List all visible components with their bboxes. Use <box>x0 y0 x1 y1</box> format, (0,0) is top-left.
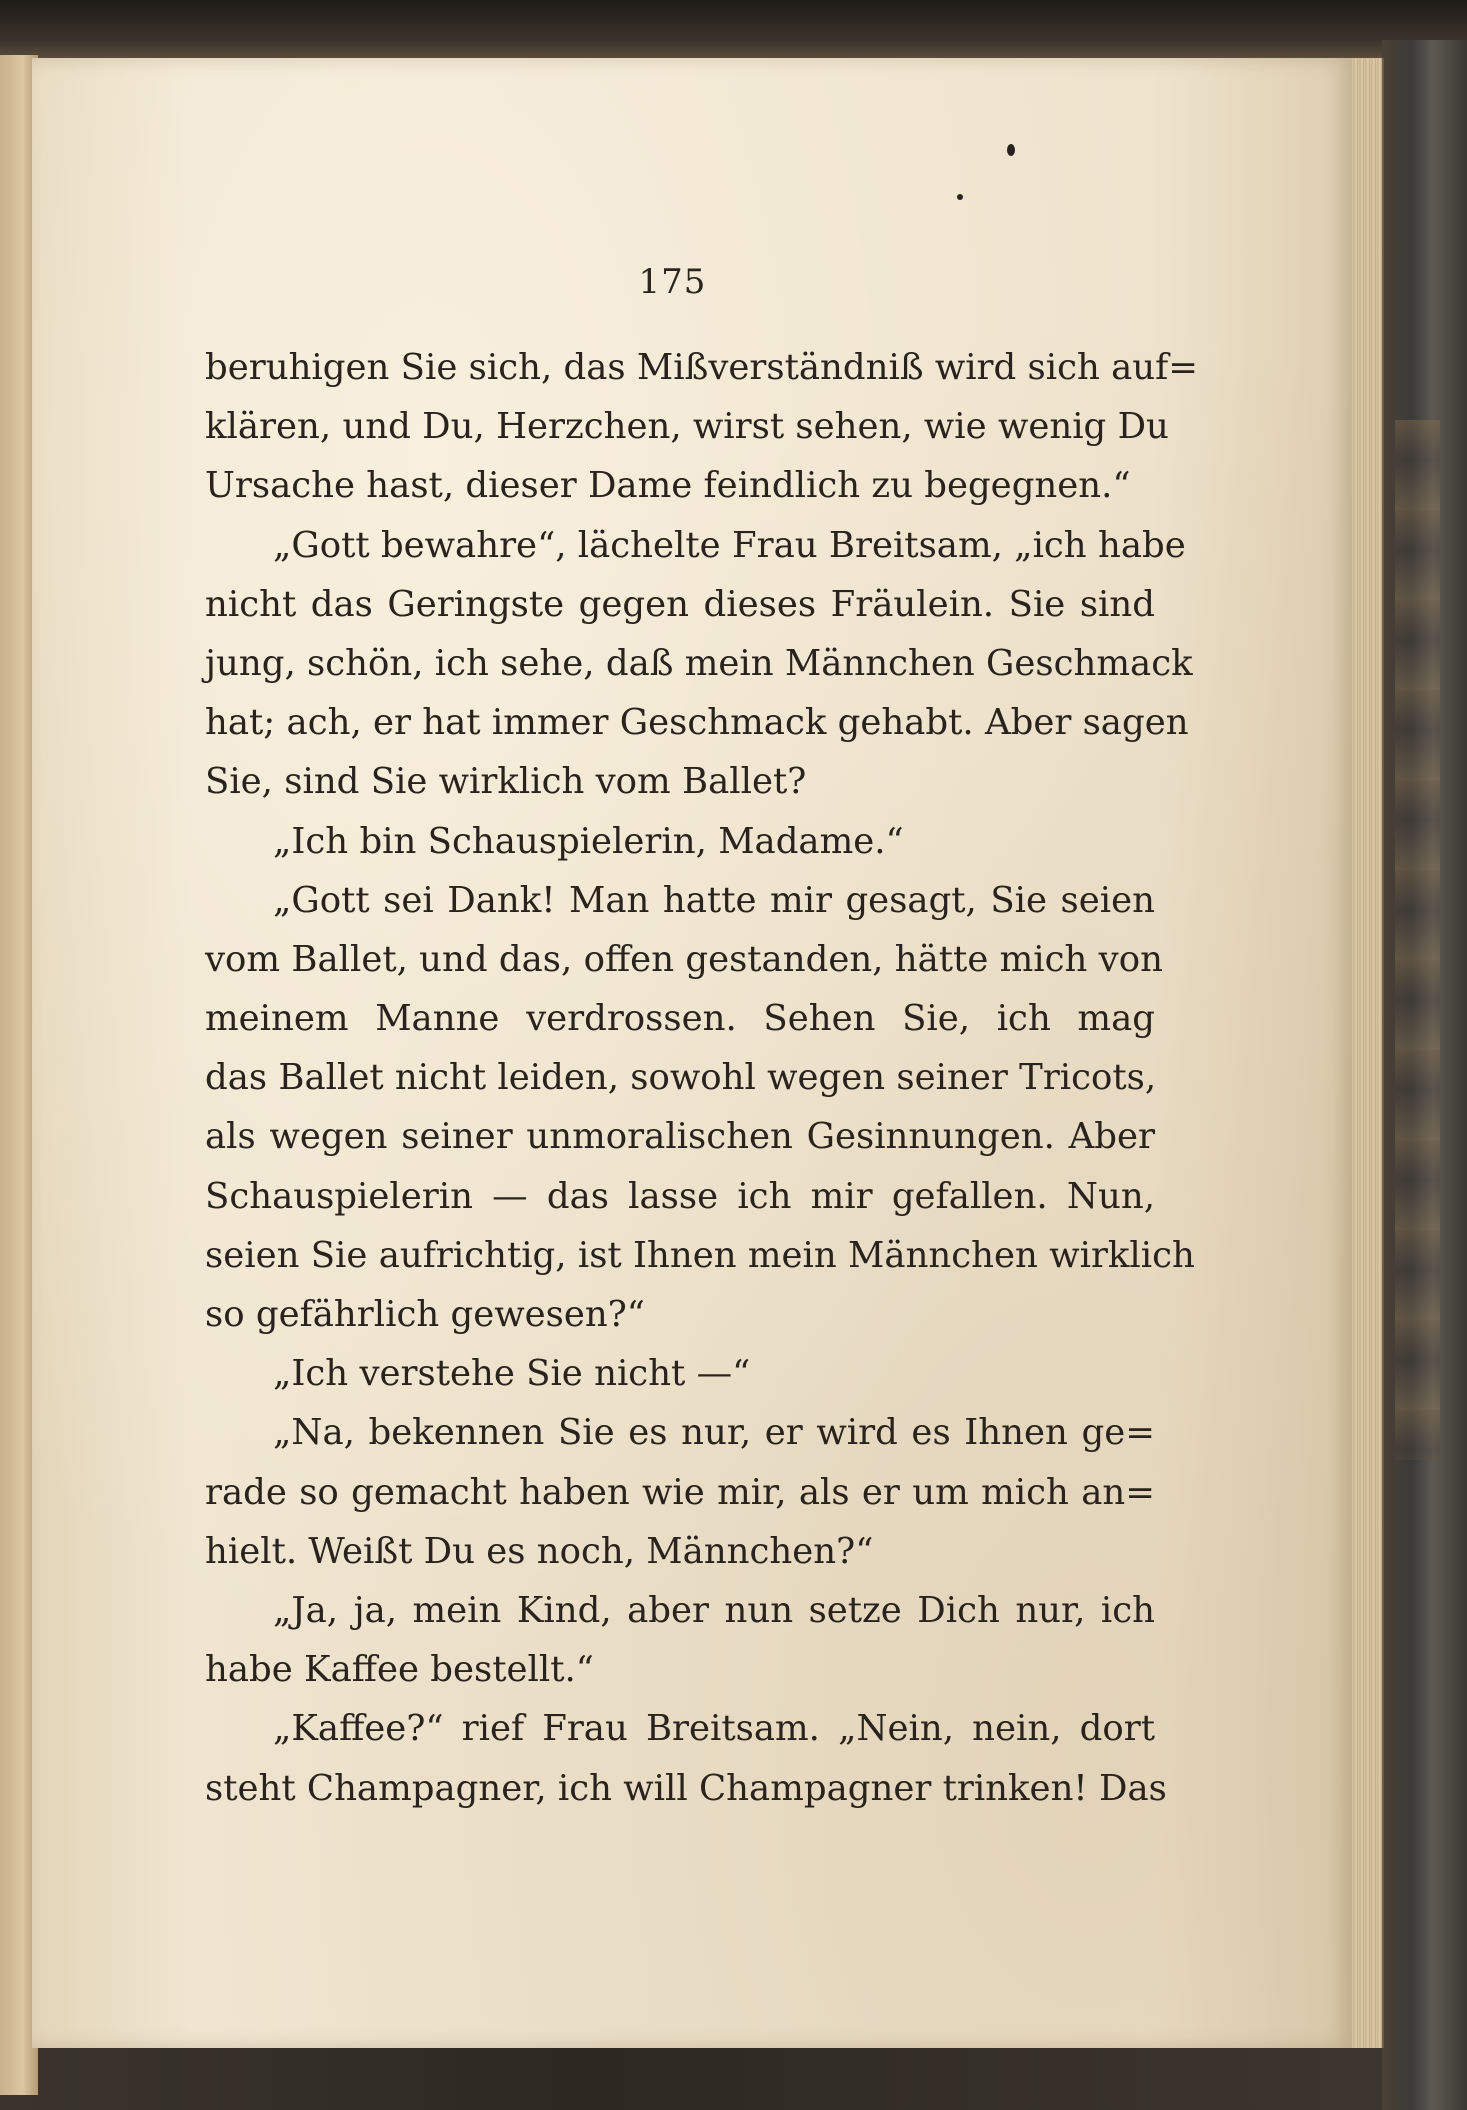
text-line: „Ich bin Schauspielerin, Madame.“ <box>273 820 904 862</box>
text-line: steht Champagner, ich will Champagner trinken! Das <box>205 1767 1167 1809</box>
text-line: das Ballet nicht leiden, sowohl wegen seiner Tricots, <box>205 1057 1157 1099</box>
top-binding-shadow <box>0 0 1467 58</box>
text-line: „Gott sei Dank! Man hatte mir gesagt, Sie seien <box>273 879 1155 921</box>
text-line: vom Ballet, und das, offen gestanden, hätte mich von <box>205 938 1163 980</box>
text-line: hielt. Weißt Du es noch, Männchen?“ <box>205 1530 874 1572</box>
body-text <box>205 338 1199 1818</box>
spine-wear <box>1395 420 1440 1460</box>
text-line: „Ja, ja, mein Kind, aber nun setze Dich nur, ich <box>273 1589 1155 1631</box>
ink-speck <box>1007 144 1015 156</box>
text-line: klären, und Du, Herzchen, wirst sehen, wie wenig Du <box>205 406 1169 448</box>
page-number: 175 <box>638 262 707 302</box>
text-line: nicht das Geringste gegen dieses Fräulein. Sie sind <box>205 583 1155 625</box>
text-line: „Kaffee?“ rief Frau Breitsam. „Nein, nein, dort <box>273 1708 1155 1750</box>
text-line: seien Sie aufrichtig, ist Ihnen mein Männchen wirklich <box>205 1234 1195 1276</box>
text-line: meinem Manne verdrossen. Sehen Sie, ich mag <box>205 998 1155 1040</box>
text-line: „Na, bekennen Sie es nur, er wird es Ihnen ge= <box>273 1412 1155 1454</box>
text-line: hat; ach, er hat immer Geschmack gehabt. Aber sagen <box>205 702 1189 744</box>
text-line: habe Kaffee bestellt.“ <box>205 1649 594 1691</box>
text-line: Sie, sind Sie wirklich vom Ballet? <box>205 761 807 803</box>
text-line: jung, schön, ich sehe, daß mein Männchen Geschmack <box>205 642 1193 684</box>
text-line: als wegen seiner unmoralischen Gesinnungen. Aber <box>205 1116 1155 1158</box>
text-line: beruhigen Sie sich, das Mißverständniß wird sich auf= <box>205 347 1199 388</box>
text-line: so gefährlich gewesen?“ <box>205 1294 645 1335</box>
text-line: „Ich verstehe Sie nicht —“ <box>273 1353 751 1395</box>
text-line: Schauspielerin — das lasse ich mir gefallen. Nun, <box>205 1175 1155 1217</box>
text-line: „Gott bewahre“, lächelte Frau Breitsam, „ich habe <box>273 524 1186 566</box>
text-line: rade so gemacht haben wie mir, als er um mich an= <box>205 1471 1155 1513</box>
text-line: Ursache hast, dieser Dame feindlich zu begegnen.“ <box>205 465 1131 507</box>
ink-speck <box>957 194 963 200</box>
